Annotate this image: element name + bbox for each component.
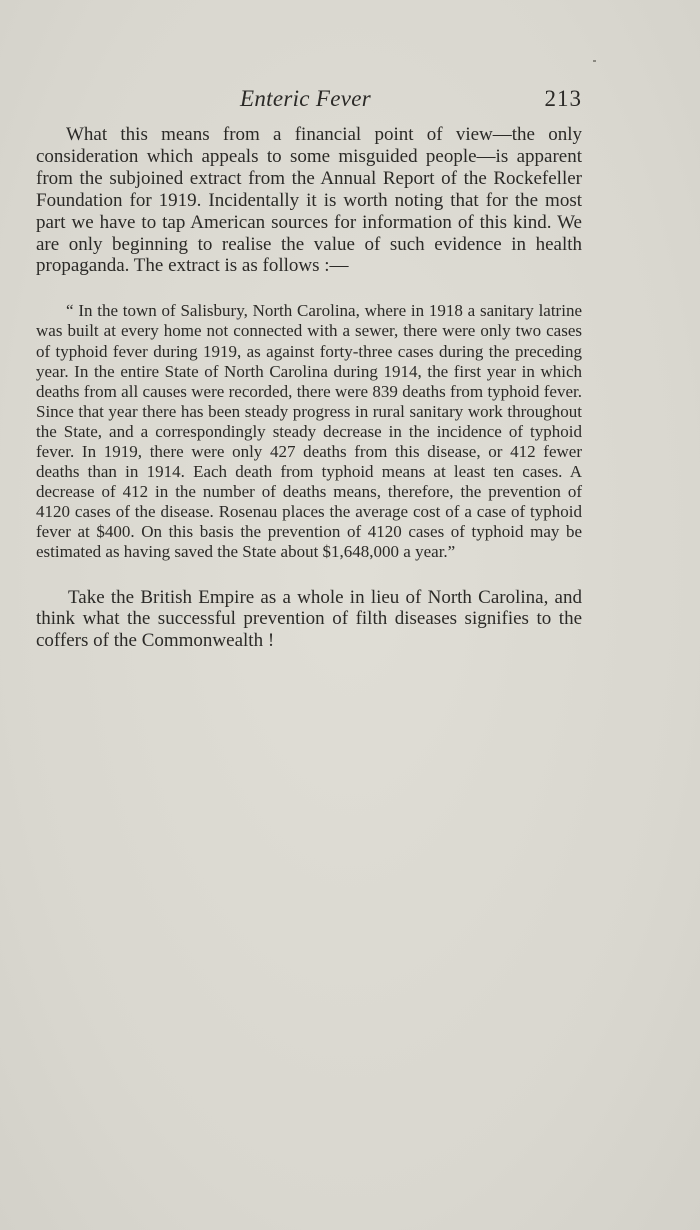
quoted-extract: “ In the town of Salisbury, North Carolina, where in 1918 a sanitary latrine was built at every home not connected with a sewer, there were only two cases of typhoid fever during 1919, as against forty-three cases during the preceding year. In the entire State of North Carolina during 1914, the first year in which deaths from all causes were recorded, there were 839 deaths from typhoid fever. Since that year there has been steady progress in rural sanitary work throughout the State, and a correspondingly steady decrease in the incidence of typhoid fever. In 1919, there were only 427 deaths from this disease, or 412 fewer deaths than in 1914. Each death from typhoid means at least ten cases. A decrease of 412 in the number of deaths means, therefore, the prevention of 4120 cases of the disease. Rosenau places the average cost of a case of typhoid fever at $400. On this basis the prevention of 4120 cases of typhoid may be estimated as having saved the State about $1,648,000 a year.” — [36, 301, 582, 562]
page-header — [36, 86, 582, 116]
running-head: Enteric Fever — [240, 86, 371, 111]
scan-speck — [593, 60, 596, 62]
closing-paragraph: Take the British Empire as a whole in lieu of North Carolina, and think what the successful prevention of filth diseases signifies to the coffers of the Commonwealth ! — [36, 586, 582, 652]
body-text — [36, 124, 582, 652]
intro-paragraph: What this means from a financial point of view—the only consideration which appeals to some misguided people—is apparent from the subjoined extract from the Annual Report of the Rockefeller Foundation for 1919. Incidentally it is worth noting that for the most part we have to tap American sources for information of this kind. We are only beginning to realise the value of such evidence in health propaganda. The extract is as follows :— — [36, 124, 582, 277]
page-number: 213 — [544, 86, 582, 111]
